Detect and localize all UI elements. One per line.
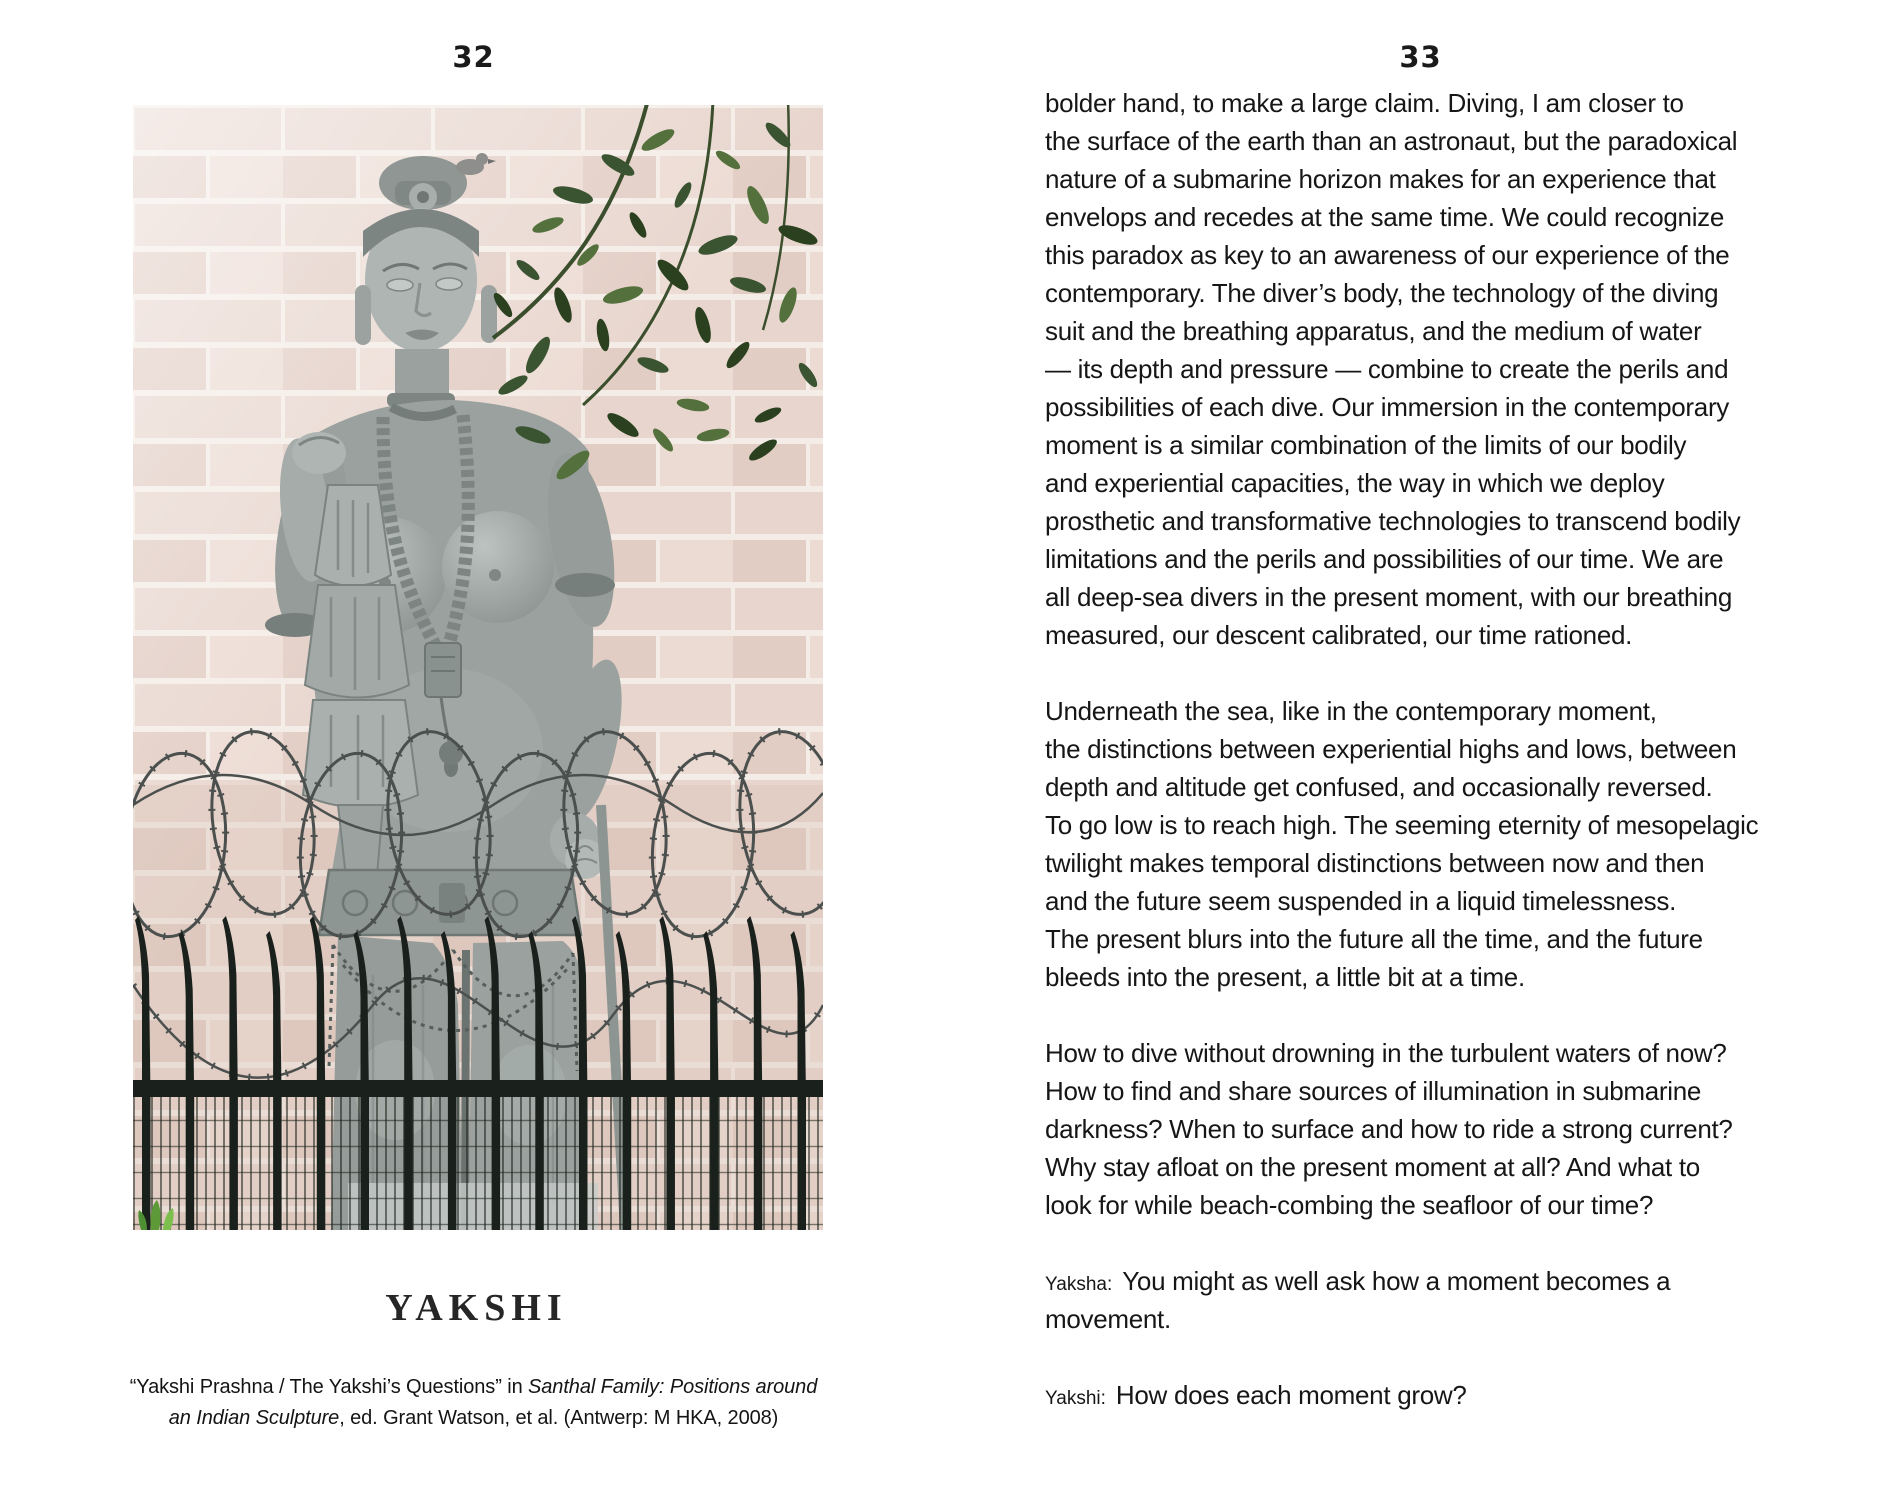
paragraph [1045, 692, 1855, 996]
text-line: bleeds into the present, a little bit at a time. [1045, 962, 1525, 992]
photo-caption-title: YAKSHI [385, 1287, 568, 1329]
text-line: suit and the breathing apparatus, and the medium of water [1045, 316, 1702, 346]
text-line: possibilities of each dive. Our immersion in the contemporary [1045, 392, 1730, 422]
text-line: and experiential capacities, the way in which we deploy [1045, 468, 1665, 498]
text-line: moment is a similar combination of the limits of our bodily [1045, 430, 1687, 460]
citation [64, 1372, 884, 1434]
text-line: To go low is to reach high. The seeming eternity of mesopelagic [1045, 810, 1759, 840]
text-line: movement. [1045, 1304, 1171, 1334]
text-line: measured, our descent calibrated, our time rationed. [1045, 620, 1633, 650]
text-line: twilight makes temporal distinctions between now and then [1045, 848, 1705, 878]
page-number-right: 33 [1399, 40, 1442, 74]
text-line: the surface of the earth than an astronaut, but the paradoxical [1045, 126, 1738, 156]
text-line: nature of a submarine horizon makes for an experience that [1045, 164, 1716, 194]
speaker-label: Yaksha: [1045, 1274, 1113, 1295]
paragraph [1045, 1376, 1855, 1414]
text-line: contemporary. The diver’s body, the technology of the diving [1045, 278, 1719, 308]
text-line: How to dive without drowning in the turbulent waters of now? [1045, 1038, 1727, 1068]
text-line: darkness? When to surface and how to ride a strong current? [1045, 1114, 1733, 1144]
text-line: — its depth and pressure — combine to create the perils and [1045, 354, 1729, 384]
paragraph [1045, 1034, 1855, 1224]
paragraph [1045, 1262, 1855, 1338]
text-line: the distinctions between experiential highs and lows, between [1045, 734, 1737, 764]
text-line: bolder hand, to make a large claim. Diving, I am closer to [1045, 88, 1684, 118]
citation-line: “Yakshi Prashna / The Yakshi’s Questions” in Santhal Family: Positions around [129, 1376, 818, 1398]
text-line: this paradox as key to an awareness of our experience of the [1045, 240, 1730, 270]
text-line: all deep-sea divers in the present moment, with our breathing [1045, 582, 1732, 612]
text-line: look for while beach-combing the seafloor of our time? [1045, 1190, 1654, 1220]
text-line: prosthetic and transformative technologies to transcend bodily [1045, 506, 1741, 536]
page-number-left: 32 [452, 40, 495, 74]
text-line: limitations and the perils and possibilities of our time. We are [1045, 544, 1724, 574]
body-text [1045, 84, 1855, 1414]
text-line: and the future seem suspended in a liquid timelessness. [1045, 886, 1676, 916]
speaker-label: Yakshi: [1045, 1388, 1106, 1409]
right-page [947, 0, 1894, 1500]
text-line: Yakshi: How does each moment grow? [1045, 1380, 1467, 1410]
text-line: Why stay afloat on the present moment at all? And what to [1045, 1152, 1700, 1182]
text-line: How to find and share sources of illumination in submarine [1045, 1076, 1702, 1106]
fence-rail [133, 1080, 823, 1097]
yakshi-statue-photo [133, 105, 823, 1230]
text-line: Yaksha: You might as well ask how a moment becomes a [1045, 1266, 1671, 1296]
text-line: Underneath the sea, like in the contemporary moment, [1045, 696, 1657, 726]
text-line: depth and altitude get confused, and occasionally reversed. [1045, 772, 1713, 802]
citation-line: an Indian Sculpture, ed. Grant Watson, et al. (Antwerp: M HKA, 2008) [168, 1407, 779, 1429]
text-line: The present blurs into the future all the time, and the future [1045, 924, 1703, 954]
paragraph [1045, 84, 1855, 654]
yakshi-statue-illustration [133, 105, 823, 1230]
text-line: envelops and recedes at the same time. We could recognize [1045, 202, 1725, 232]
